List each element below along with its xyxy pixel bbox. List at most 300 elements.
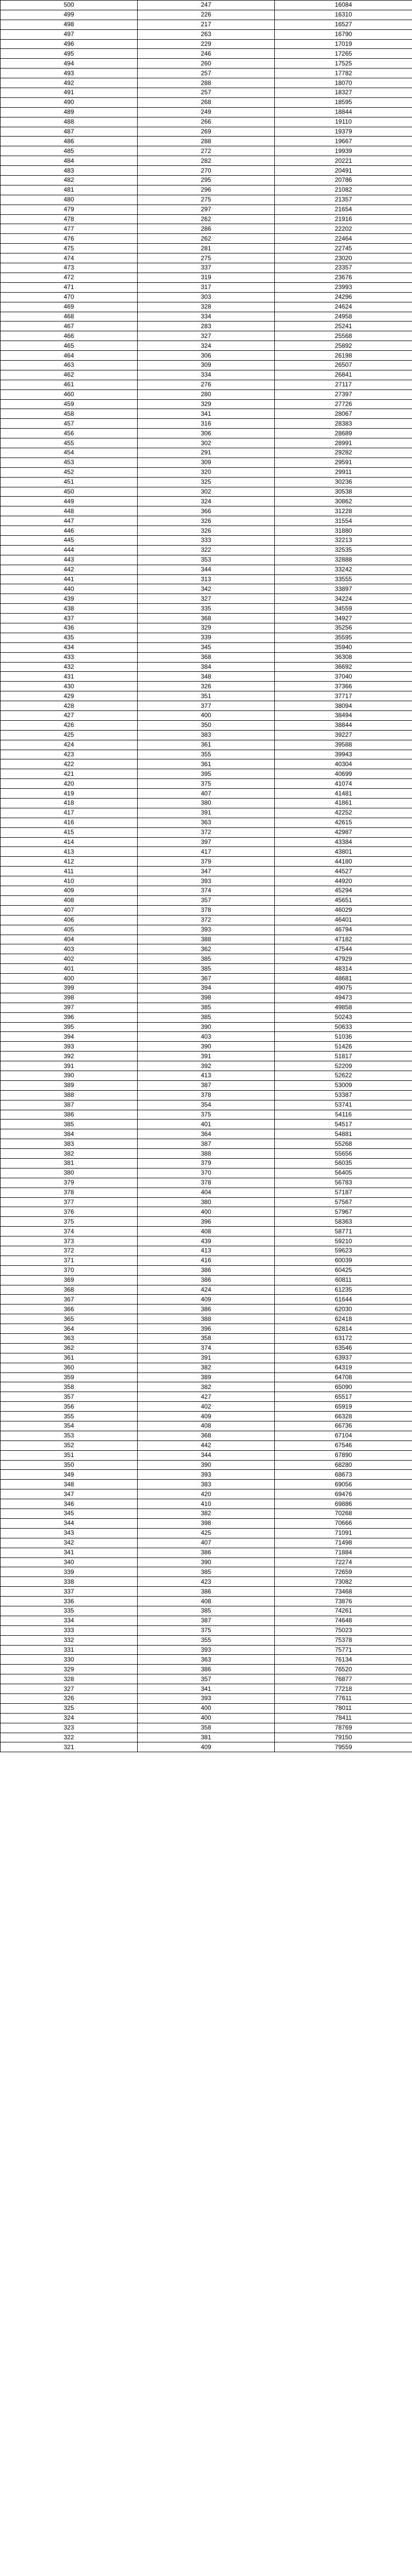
table-row	[1, 1090, 412, 1100]
cumulative-count-cell: 19379	[275, 127, 412, 137]
table-row	[1, 39, 412, 49]
cumulative-count-cell: 32888	[275, 555, 412, 565]
cumulative-count-cell: 69056	[275, 1480, 412, 1489]
count-cell: 303	[138, 292, 275, 302]
cumulative-count-cell: 34559	[275, 604, 412, 614]
cumulative-count-cell: 28067	[275, 409, 412, 419]
table-row	[1, 429, 412, 438]
table-row	[1, 97, 412, 107]
cumulative-count-cell: 60811	[275, 1275, 412, 1285]
table-row	[1, 29, 412, 39]
score-cell: 378	[1, 1188, 138, 1197]
count-cell: 358	[138, 1334, 275, 1344]
count-cell: 397	[138, 837, 275, 847]
cumulative-count-cell: 18844	[275, 107, 412, 117]
cumulative-count-cell: 41481	[275, 789, 412, 799]
cumulative-count-cell: 33555	[275, 574, 412, 584]
score-cell: 494	[1, 59, 138, 69]
table-row	[1, 759, 412, 769]
count-cell: 317	[138, 282, 275, 292]
count-cell: 217	[138, 20, 275, 29]
score-cell: 454	[1, 448, 138, 457]
table-row	[1, 20, 412, 29]
score-cell: 432	[1, 662, 138, 672]
table-row	[1, 750, 412, 759]
cumulative-count-cell: 28383	[275, 419, 412, 429]
cumulative-count-cell: 68673	[275, 1470, 412, 1480]
score-cell: 373	[1, 1236, 138, 1246]
cumulative-count-cell: 28991	[275, 438, 412, 448]
table-row	[1, 205, 412, 214]
count-cell: 377	[138, 701, 275, 711]
table-row	[1, 1635, 412, 1645]
score-cell: 486	[1, 137, 138, 146]
cumulative-count-cell: 17019	[275, 39, 412, 49]
count-cell: 348	[138, 672, 275, 682]
score-cell: 480	[1, 195, 138, 205]
table-row	[1, 837, 412, 847]
cumulative-count-cell: 39227	[275, 730, 412, 740]
table-row	[1, 448, 412, 457]
cumulative-count-cell: 22464	[275, 234, 412, 244]
count-cell: 385	[138, 1012, 275, 1022]
table-row	[1, 1509, 412, 1519]
cumulative-count-cell: 62418	[275, 1314, 412, 1324]
table-row	[1, 214, 412, 224]
score-cell: 412	[1, 857, 138, 867]
count-cell: 375	[138, 1625, 275, 1635]
cumulative-count-cell: 17265	[275, 49, 412, 59]
count-cell: 280	[138, 389, 275, 399]
score-cell: 441	[1, 574, 138, 584]
table-row	[1, 467, 412, 477]
table-row	[1, 1742, 412, 1752]
score-cell: 428	[1, 701, 138, 711]
count-cell: 413	[138, 1071, 275, 1080]
score-cell: 435	[1, 633, 138, 642]
cumulative-count-cell: 71884	[275, 1548, 412, 1557]
table-row	[1, 1606, 412, 1616]
count-cell: 417	[138, 847, 275, 857]
score-cell: 329	[1, 1665, 138, 1674]
cumulative-count-cell: 52209	[275, 1061, 412, 1071]
count-cell: 385	[138, 1606, 275, 1616]
score-cell: 462	[1, 370, 138, 380]
table-row	[1, 1518, 412, 1528]
cumulative-count-cell: 46029	[275, 905, 412, 915]
count-cell: 386	[138, 1548, 275, 1557]
table-row	[1, 964, 412, 974]
score-cell: 388	[1, 1090, 138, 1100]
score-cell: 339	[1, 1567, 138, 1577]
cumulative-count-cell: 73468	[275, 1587, 412, 1597]
cumulative-count-cell: 28689	[275, 429, 412, 438]
cumulative-count-cell: 74261	[275, 1606, 412, 1616]
score-cell: 392	[1, 1052, 138, 1061]
cumulative-count-cell: 62814	[275, 1324, 412, 1334]
table-row	[1, 166, 412, 176]
count-cell: 262	[138, 214, 275, 224]
count-cell: 403	[138, 1032, 275, 1042]
cumulative-count-cell: 54517	[275, 1120, 412, 1129]
score-cell: 467	[1, 321, 138, 331]
cumulative-count-cell: 47182	[275, 935, 412, 944]
cumulative-count-cell: 70268	[275, 1509, 412, 1519]
table-row	[1, 1440, 412, 1450]
cumulative-count-cell: 46401	[275, 915, 412, 925]
score-cell: 477	[1, 224, 138, 234]
cumulative-count-cell: 44920	[275, 876, 412, 886]
count-cell: 386	[138, 1265, 275, 1275]
cumulative-count-cell: 76877	[275, 1674, 412, 1684]
count-cell: 329	[138, 623, 275, 633]
score-cell: 483	[1, 166, 138, 176]
count-cell: 439	[138, 1236, 275, 1246]
score-cell: 321	[1, 1742, 138, 1752]
count-cell: 324	[138, 497, 275, 506]
score-cell: 490	[1, 97, 138, 107]
cumulative-count-cell: 45651	[275, 895, 412, 905]
score-cell: 337	[1, 1587, 138, 1597]
cumulative-count-cell: 47544	[275, 944, 412, 954]
score-cell: 415	[1, 827, 138, 837]
table-row	[1, 1080, 412, 1090]
score-cell: 461	[1, 380, 138, 389]
count-cell: 409	[138, 1295, 275, 1304]
cumulative-count-cell: 26507	[275, 360, 412, 370]
score-cell: 470	[1, 292, 138, 302]
cumulative-count-cell: 23020	[275, 253, 412, 263]
table-row	[1, 1499, 412, 1509]
score-cell: 402	[1, 954, 138, 964]
score-cell: 357	[1, 1392, 138, 1402]
score-cell: 421	[1, 769, 138, 779]
score-cell: 330	[1, 1655, 138, 1665]
table-row	[1, 1100, 412, 1110]
table-row	[1, 701, 412, 711]
cumulative-count-cell: 55656	[275, 1149, 412, 1159]
count-cell: 257	[138, 69, 275, 78]
score-cell: 375	[1, 1217, 138, 1227]
table-row	[1, 779, 412, 789]
table-row	[1, 662, 412, 672]
count-cell: 386	[138, 1665, 275, 1674]
count-cell: 408	[138, 1227, 275, 1236]
table-row	[1, 1343, 412, 1353]
count-cell: 327	[138, 331, 275, 341]
table-row	[1, 1382, 412, 1392]
cumulative-count-cell: 64708	[275, 1372, 412, 1382]
cumulative-count-cell: 51817	[275, 1052, 412, 1061]
table-row	[1, 614, 412, 623]
score-cell: 366	[1, 1304, 138, 1314]
cumulative-count-cell: 45294	[275, 886, 412, 896]
score-cell: 382	[1, 1149, 138, 1159]
count-cell: 383	[138, 1480, 275, 1489]
table-body	[1, 1, 412, 1752]
score-cell: 391	[1, 1061, 138, 1071]
cumulative-count-cell: 48681	[275, 974, 412, 984]
table-row	[1, 1003, 412, 1012]
cumulative-count-cell: 50243	[275, 1012, 412, 1022]
table-row	[1, 1052, 412, 1061]
score-cell: 406	[1, 915, 138, 925]
count-cell: 383	[138, 730, 275, 740]
table-row	[1, 1256, 412, 1265]
count-cell: 358	[138, 1723, 275, 1733]
score-cell: 326	[1, 1693, 138, 1703]
cumulative-count-cell: 54881	[275, 1129, 412, 1139]
score-cell: 487	[1, 127, 138, 137]
score-cell: 368	[1, 1285, 138, 1295]
count-cell: 416	[138, 1256, 275, 1265]
count-cell: 385	[138, 954, 275, 964]
cumulative-count-cell: 20491	[275, 166, 412, 176]
cumulative-count-cell: 55268	[275, 1139, 412, 1149]
score-cell: 367	[1, 1295, 138, 1304]
count-cell: 246	[138, 49, 275, 59]
score-cell: 390	[1, 1071, 138, 1080]
score-cell: 496	[1, 39, 138, 49]
cumulative-count-cell: 32535	[275, 545, 412, 555]
score-cell: 369	[1, 1275, 138, 1285]
score-cell: 394	[1, 1032, 138, 1042]
score-cell: 464	[1, 351, 138, 361]
table-row	[1, 1421, 412, 1431]
table-row	[1, 857, 412, 867]
score-cell: 400	[1, 974, 138, 984]
count-cell: 407	[138, 1538, 275, 1548]
count-cell: 302	[138, 438, 275, 448]
table-row	[1, 1168, 412, 1178]
cumulative-count-cell: 39588	[275, 740, 412, 750]
table-row	[1, 107, 412, 117]
score-cell: 482	[1, 176, 138, 185]
cumulative-count-cell: 63546	[275, 1343, 412, 1353]
score-cell: 416	[1, 818, 138, 827]
count-cell: 394	[138, 983, 275, 993]
cumulative-count-cell: 67546	[275, 1440, 412, 1450]
table-row	[1, 565, 412, 574]
table-row	[1, 185, 412, 195]
count-cell: 288	[138, 78, 275, 88]
score-cell: 472	[1, 273, 138, 282]
table-row	[1, 176, 412, 185]
cumulative-count-cell: 23357	[275, 263, 412, 273]
cumulative-count-cell: 43801	[275, 847, 412, 857]
count-cell: 263	[138, 29, 275, 39]
score-cell: 429	[1, 691, 138, 701]
count-cell: 363	[138, 1655, 275, 1665]
score-cell: 419	[1, 789, 138, 799]
count-cell: 398	[138, 1518, 275, 1528]
cumulative-count-cell: 53387	[275, 1090, 412, 1100]
cumulative-count-cell: 40304	[275, 759, 412, 769]
count-cell: 302	[138, 487, 275, 497]
table-row	[1, 1460, 412, 1470]
table-row	[1, 389, 412, 399]
cumulative-count-cell: 53741	[275, 1100, 412, 1110]
table-row	[1, 1412, 412, 1421]
cumulative-count-cell: 19110	[275, 117, 412, 127]
score-cell: 374	[1, 1227, 138, 1236]
score-cell: 463	[1, 360, 138, 370]
count-cell: 388	[138, 935, 275, 944]
count-cell: 355	[138, 750, 275, 759]
cumulative-count-cell: 34224	[275, 594, 412, 604]
table-row	[1, 195, 412, 205]
table-row	[1, 234, 412, 244]
cumulative-count-cell: 49473	[275, 993, 412, 1003]
score-cell: 386	[1, 1110, 138, 1120]
count-cell: 408	[138, 1597, 275, 1606]
count-cell: 375	[138, 779, 275, 789]
count-cell: 341	[138, 1684, 275, 1694]
cumulative-count-cell: 49075	[275, 983, 412, 993]
count-cell: 334	[138, 370, 275, 380]
score-cell: 407	[1, 905, 138, 915]
count-cell: 286	[138, 224, 275, 234]
score-cell: 493	[1, 69, 138, 78]
cumulative-count-cell: 38094	[275, 701, 412, 711]
table-row	[1, 691, 412, 701]
table-row	[1, 623, 412, 633]
table-row	[1, 1480, 412, 1489]
count-cell: 342	[138, 584, 275, 594]
cumulative-count-cell: 35940	[275, 642, 412, 652]
count-cell: 322	[138, 545, 275, 555]
count-cell: 385	[138, 1567, 275, 1577]
count-cell: 297	[138, 205, 275, 214]
cumulative-count-cell: 57967	[275, 1207, 412, 1217]
cumulative-count-cell: 41861	[275, 799, 412, 808]
count-cell: 386	[138, 1587, 275, 1597]
table-row	[1, 1314, 412, 1324]
table-row	[1, 1733, 412, 1742]
score-cell: 342	[1, 1538, 138, 1548]
cumulative-count-cell: 42252	[275, 808, 412, 818]
count-cell: 395	[138, 769, 275, 779]
count-cell: 427	[138, 1392, 275, 1402]
count-cell: 249	[138, 107, 275, 117]
score-cell: 424	[1, 740, 138, 750]
cumulative-count-cell: 43384	[275, 837, 412, 847]
table-row	[1, 1597, 412, 1606]
count-cell: 423	[138, 1577, 275, 1587]
score-cell: 399	[1, 983, 138, 993]
cumulative-count-cell: 47929	[275, 954, 412, 964]
score-cell: 371	[1, 1256, 138, 1265]
table-row	[1, 1713, 412, 1723]
cumulative-count-cell: 66736	[275, 1421, 412, 1431]
cumulative-count-cell: 24624	[275, 302, 412, 312]
table-row	[1, 1723, 412, 1733]
table-row	[1, 1217, 412, 1227]
cumulative-count-cell: 29911	[275, 467, 412, 477]
cumulative-count-cell: 65090	[275, 1382, 412, 1392]
cumulative-count-cell: 61644	[275, 1295, 412, 1304]
count-cell: 269	[138, 127, 275, 137]
table-row	[1, 88, 412, 98]
count-cell: 275	[138, 195, 275, 205]
cumulative-count-cell: 26198	[275, 351, 412, 361]
table-row	[1, 370, 412, 380]
score-cell: 488	[1, 117, 138, 127]
score-cell: 334	[1, 1616, 138, 1625]
score-cell: 322	[1, 1733, 138, 1742]
score-cell: 328	[1, 1674, 138, 1684]
table-row	[1, 1392, 412, 1402]
count-cell: 262	[138, 234, 275, 244]
table-row	[1, 273, 412, 282]
cumulative-count-cell: 40699	[275, 769, 412, 779]
count-cell: 400	[138, 1207, 275, 1217]
score-cell: 448	[1, 506, 138, 516]
count-cell: 344	[138, 565, 275, 574]
cumulative-count-cell: 75771	[275, 1645, 412, 1655]
score-cell: 358	[1, 1382, 138, 1392]
cumulative-count-cell: 79150	[275, 1733, 412, 1742]
count-cell: 367	[138, 974, 275, 984]
score-cell: 449	[1, 497, 138, 506]
cumulative-count-cell: 18327	[275, 88, 412, 98]
score-cell: 346	[1, 1499, 138, 1509]
cumulative-count-cell: 38844	[275, 720, 412, 730]
score-cell: 384	[1, 1129, 138, 1139]
score-cell: 437	[1, 614, 138, 623]
table-row	[1, 1158, 412, 1168]
count-cell: 281	[138, 244, 275, 253]
count-cell: 409	[138, 1742, 275, 1752]
count-cell: 362	[138, 944, 275, 954]
table-row	[1, 341, 412, 351]
count-cell: 382	[138, 1509, 275, 1519]
score-cell: 473	[1, 263, 138, 273]
table-row	[1, 1120, 412, 1129]
count-cell: 401	[138, 1120, 275, 1129]
table-row	[1, 1557, 412, 1567]
cumulative-count-cell: 17782	[275, 69, 412, 78]
table-row	[1, 535, 412, 545]
table-row	[1, 477, 412, 487]
cumulative-count-cell: 19939	[275, 146, 412, 156]
count-cell: 420	[138, 1489, 275, 1499]
count-cell: 407	[138, 789, 275, 799]
count-cell: 390	[138, 1460, 275, 1470]
score-cell: 353	[1, 1431, 138, 1440]
score-cell: 484	[1, 156, 138, 166]
cumulative-count-cell: 42987	[275, 827, 412, 837]
table-row	[1, 351, 412, 361]
score-cell: 355	[1, 1412, 138, 1421]
cumulative-count-cell: 71091	[275, 1528, 412, 1538]
count-cell: 327	[138, 594, 275, 604]
table-row	[1, 730, 412, 740]
cumulative-count-cell: 68280	[275, 1460, 412, 1470]
table-row	[1, 312, 412, 321]
table-row	[1, 380, 412, 389]
cumulative-count-cell: 19667	[275, 137, 412, 146]
cumulative-count-cell: 17525	[275, 59, 412, 69]
table-row	[1, 1684, 412, 1694]
score-cell: 458	[1, 409, 138, 419]
score-cell: 451	[1, 477, 138, 487]
count-cell: 306	[138, 351, 275, 361]
count-cell: 328	[138, 302, 275, 312]
count-cell: 268	[138, 97, 275, 107]
count-cell: 387	[138, 1139, 275, 1149]
cumulative-count-cell: 21357	[275, 195, 412, 205]
